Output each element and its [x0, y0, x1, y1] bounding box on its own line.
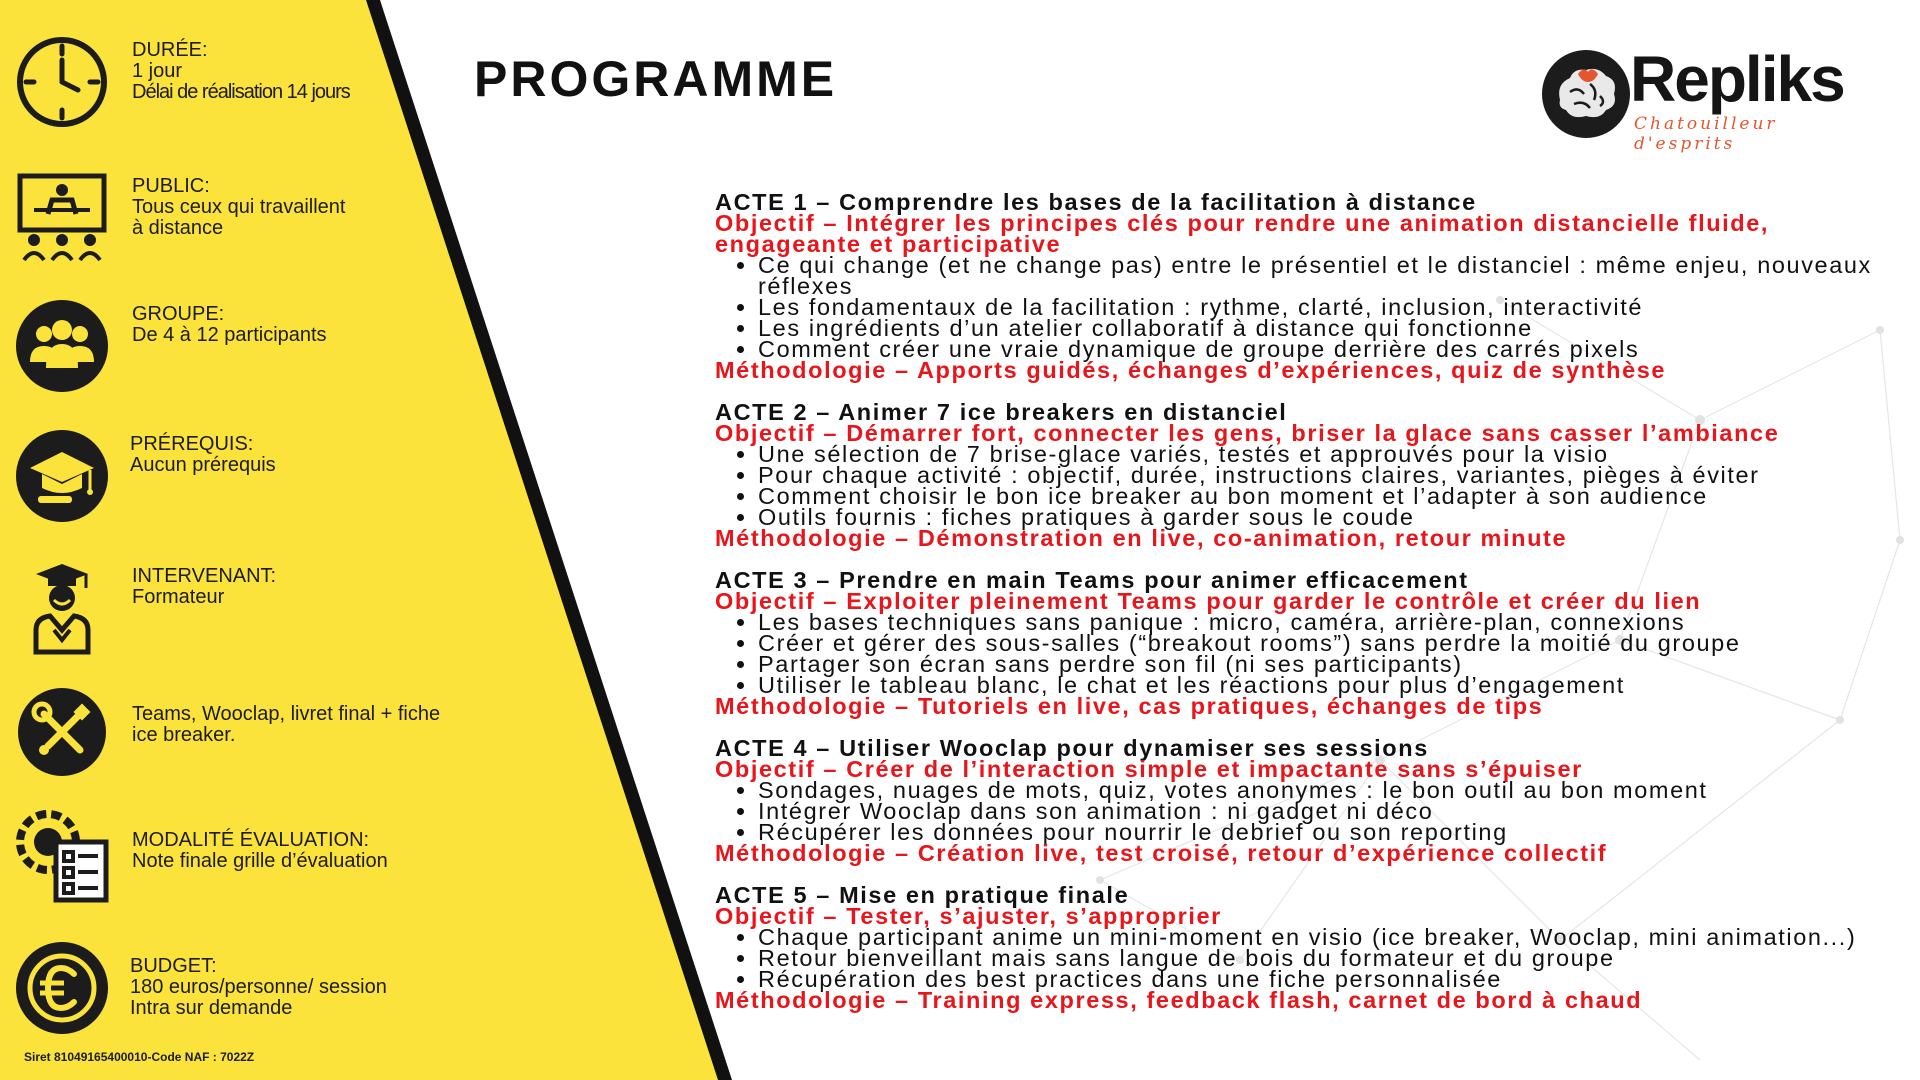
clock-icon	[14, 34, 110, 130]
act-bullet: • Pour chaque activité : objectif, durée, instructions claires, variantes, pièges à éviter	[758, 465, 1915, 486]
evaluation-checklist-icon	[14, 808, 110, 904]
info-public-text	[132, 176, 345, 239]
act-bullet-list	[715, 924, 1915, 992]
info-label: BUDGET:	[130, 955, 217, 977]
act-objective: Objectif – Créer de l’interaction simple et impactante sans s’épuiser	[715, 756, 1583, 782]
info-duree	[14, 34, 534, 134]
act-bullet: • Créer et gérer des sous-salles (“breakout rooms”) sans perdre la moitié du groupe	[758, 633, 1915, 654]
info-value: Intra sur demande	[130, 997, 293, 1019]
act-bullet: • Les fondamentaux de la facilitation : rythme, clarté, inclusion, interactivité	[758, 297, 1915, 318]
act-title: ACTE 3 – Prendre en main Teams pour animer efficacement	[715, 567, 1469, 593]
act-bullet-list	[715, 777, 1915, 845]
act-bullet: • Les bases techniques sans panique : micro, caméra, arrière-plan, connexions	[758, 612, 1915, 633]
act-bullet: • Les ingrédients d’un atelier collaboratif à distance qui fonctionne	[758, 318, 1915, 339]
act-title: ACTE 1 – Comprendre les bases de la facilitation à distance	[715, 189, 1477, 215]
act-bullet: • Chaque participant anime un mini-moment en visio (ice breaker, Wooclap, mini animation...)	[758, 927, 1915, 948]
act-1	[715, 189, 1915, 383]
act-bullet: • Intégrer Wooclap dans son animation : ni gadget ni déco	[758, 801, 1915, 822]
info-outils	[14, 684, 534, 784]
act-5	[715, 882, 1915, 1013]
info-public	[14, 170, 534, 270]
act-objective: Objectif – Exploiter pleinement Teams pour garder le contrôle et créer du lien	[715, 588, 1702, 614]
graduation-cap-icon	[14, 428, 110, 524]
group-icon	[14, 298, 110, 394]
act-methodology: Méthodologie – Tutoriels en live, cas pratiques, échanges de tips	[715, 693, 1544, 719]
act-3	[715, 567, 1915, 719]
act-bullet: • Récupérer les données pour nourrir le debrief ou son reporting	[758, 822, 1915, 843]
info-groupe	[14, 298, 534, 398]
siret-footer: Siret 81049165400010-Code NAF : 7022Z	[24, 1050, 255, 1064]
info-value: Délai de réalisation 14 jours	[132, 81, 350, 103]
act-bullet: • Ce qui change (et ne change pas) entre le présentiel et le distanciel : même enjeu, nouveaux réflexes	[758, 255, 1915, 297]
info-outils-text	[132, 704, 440, 746]
logo	[1540, 43, 1880, 154]
instructor-icon	[14, 560, 110, 656]
act-objective: Objectif – Intégrer les principes clés pour rendre une animation distancielle fluide, engageante et participative	[715, 210, 1770, 257]
act-bullet: • Récupération des best practices dans une fiche personnalisée	[758, 969, 1915, 990]
euro-icon	[14, 940, 110, 1036]
page-title: PROGRAMME	[474, 51, 838, 107]
info-value: Teams, Wooclap, livret final + fiche	[132, 703, 441, 725]
info-budget	[14, 940, 534, 1040]
act-methodology: Méthodologie – Training express, feedback flash, carnet de bord à chaud	[715, 987, 1643, 1013]
info-intervenant-text	[132, 566, 276, 608]
info-value: Aucun prérequis	[130, 454, 276, 476]
act-bullet-list	[715, 609, 1915, 698]
act-bullet: • Comment choisir le bon ice breaker au bon moment et l’adapter à son audience	[758, 486, 1915, 507]
act-2	[715, 399, 1915, 551]
act-4	[715, 735, 1915, 866]
act-bullet: • Retour bienveillant mais sans langue de bois du formateur et du groupe	[758, 948, 1915, 969]
brain-logo-icon	[1540, 48, 1632, 140]
act-methodology: Méthodologie – Démonstration en live, co-animation, retour minute	[715, 525, 1568, 551]
info-evaluation	[14, 808, 534, 908]
program-content	[715, 189, 1915, 1032]
info-label: MODALITÉ ÉVALUATION:	[132, 829, 370, 851]
act-bullet: • Comment créer une vraie dynamique de groupe derrière des carrés pixels	[758, 339, 1915, 360]
act-objective: Objectif – Démarrer fort, connecter les gens, briser la glace sans casser l’ambiance	[715, 420, 1780, 446]
info-value: 1 jour	[132, 60, 183, 82]
act-bullet: • Une sélection de 7 brise-glace variés, testés et approuvés pour la visio	[758, 444, 1915, 465]
act-bullet: • Sondages, nuages de mots, quiz, votes anonymes : le bon outil au bon moment	[758, 780, 1915, 801]
info-label: DURÉE:	[132, 39, 208, 61]
presenter-audience-icon	[14, 170, 110, 266]
info-value: De 4 à 12 participants	[132, 324, 327, 346]
act-bullet-list	[715, 441, 1915, 530]
info-value: Tous ceux qui travaillent	[132, 196, 346, 218]
info-budget-text	[130, 956, 387, 1019]
info-value: à distance	[132, 217, 224, 239]
info-label: PUBLIC:	[132, 175, 210, 197]
info-groupe-text	[132, 304, 327, 346]
info-evaluation-text	[132, 830, 388, 872]
tools-icon	[14, 684, 110, 780]
info-label: INTERVENANT:	[132, 565, 277, 587]
info-value: Note finale grille d’évaluation	[132, 850, 388, 872]
act-bullet: • Utiliser le tableau blanc, le chat et les réactions pour plus d’engagement	[758, 675, 1915, 696]
act-methodology: Méthodologie – Création live, test croisé, retour d’expérience collectif	[715, 840, 1608, 866]
act-objective: Objectif – Tester, s’ajuster, s’approprier	[715, 903, 1222, 929]
act-bullet: • Outils fournis : fiches pratiques à garder sous le coude	[758, 507, 1915, 528]
info-prerequis-text	[130, 434, 276, 476]
logo-tagline: Chatouilleur d'esprits	[1634, 114, 1778, 154]
info-intervenant	[14, 560, 534, 660]
info-duree-text	[132, 40, 350, 103]
act-title: ACTE 5 – Mise en pratique finale	[715, 882, 1130, 908]
info-label: GROUPE:	[132, 303, 225, 325]
act-title: ACTE 2 – Animer 7 ice breakers en distanciel	[715, 399, 1288, 425]
act-bullet: • Partager son écran sans perdre son fil (ni ses participants)	[758, 654, 1915, 675]
act-title: ACTE 4 – Utiliser Wooclap pour dynamiser ses sessions	[715, 735, 1429, 761]
info-label: PRÉREQUIS:	[130, 433, 254, 455]
info-value: Formateur	[132, 586, 225, 608]
logo-wordmark: Repliks	[1630, 43, 1844, 115]
info-prerequis	[14, 428, 534, 528]
info-value: 180 euros/personne/ session	[130, 976, 387, 998]
act-methodology: Méthodologie – Apports guidés, échanges d’expériences, quiz de synthèse	[715, 357, 1667, 383]
info-value: ice breaker.	[132, 724, 236, 746]
act-bullet-list	[715, 252, 1915, 362]
